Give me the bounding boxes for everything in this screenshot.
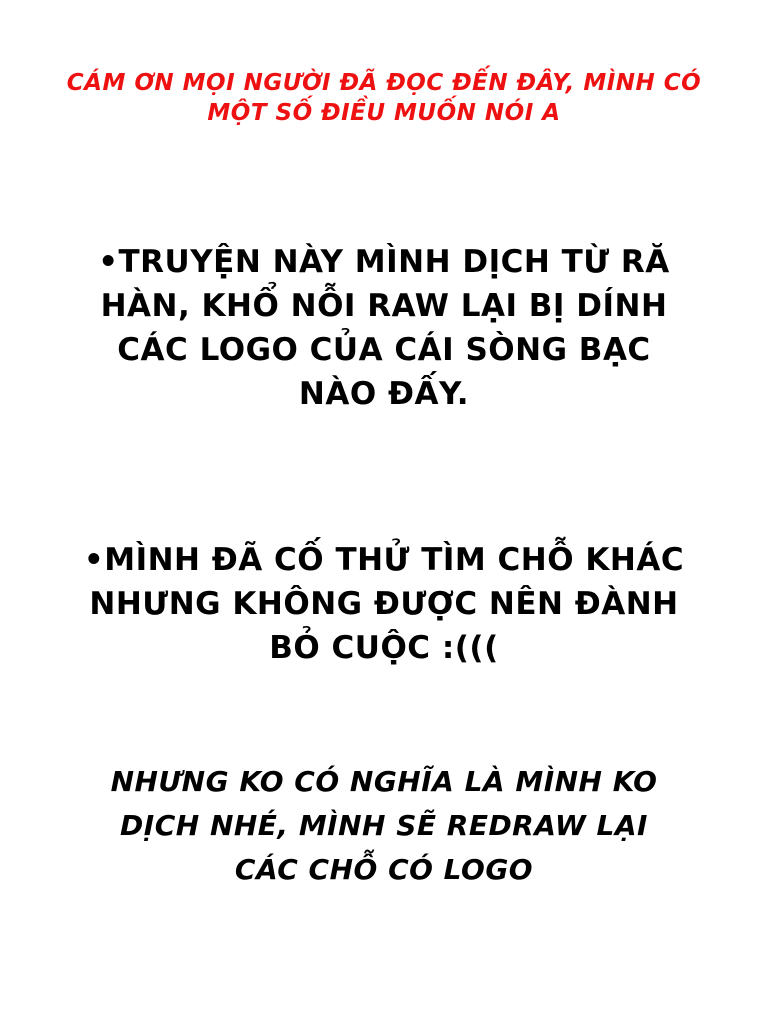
bullet-one-line-4: NÀO ĐẤY. [298,376,470,412]
header-note-line-1: CÁM ƠN MỌI NGƯỜI ĐÃ ĐỌC ĐẾN ĐÂY, MÌNH CÓ [66,70,702,96]
bullet-one-line-3: CÁC LOGO CỦA CÁI SÒNG BẠC [117,332,651,368]
bullet-one-line-1: •TRUYỆN NÀY MÌNH DỊCH TỪ RĂ [98,244,670,280]
bullet-two [0,538,768,670]
bullet-two-line-1: •MÌNH ĐÃ CỐ THỬ TÌM CHỖ KHÁC [83,542,685,578]
header-note-line-2: MỘT SỐ ĐIỀU MUỐN NÓI A [207,100,561,126]
bullet-two-line-2: NHƯNG KHÔNG ĐƯỢC NÊN ĐÀNH [89,586,679,622]
closing-note-line-3: CÁC CHỖ CÓ LOGO [234,853,534,886]
bullet-two-line-3: BỎ CUỘC :((( [269,630,499,666]
bullet-one [0,240,768,416]
bullet-one-line-2: HÀN, KHỔ NỖI RAW LẠI BỊ DÍNH [100,288,668,324]
closing-note-line-2: DỊCH NHÉ, MÌNH SẼ REDRAW LẠI [120,809,648,842]
closing-note-line-1: NHƯNG KO CÓ NGHĨA LÀ MÌNH KO [110,765,658,798]
header-note [0,68,768,128]
closing-note [0,760,768,892]
